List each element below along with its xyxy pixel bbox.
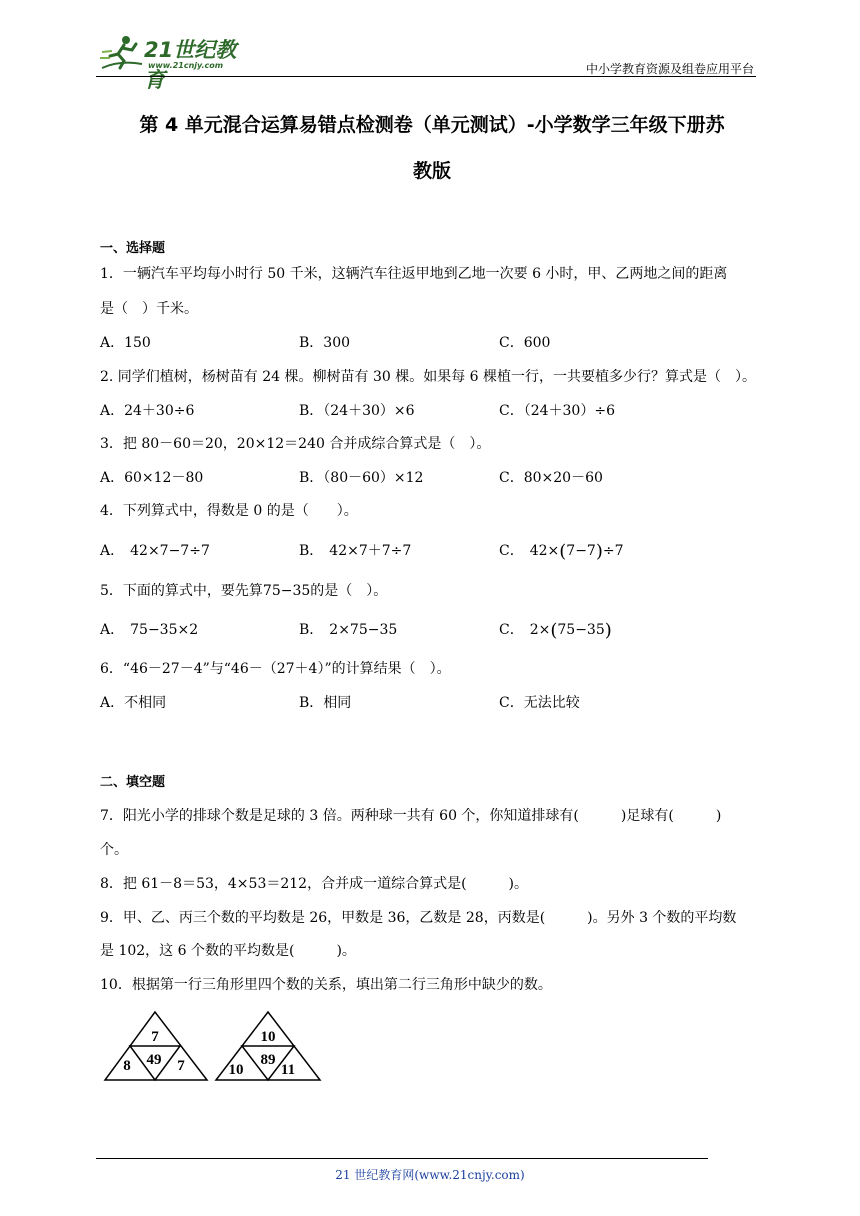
q5-option-c-label: C． [499,622,524,638]
q6-option-c: C．无法比较 [499,695,580,711]
tri1-center-number: 49 [146,1052,162,1068]
q5-text [100,580,387,600]
q4-option-c-label: C． [499,543,524,559]
q5-option-b [299,619,397,639]
q4-text: 4．下列算式中，得数是 0 的是（ ）。 [100,503,358,519]
section-heading-choice: 一、选择题 [100,241,166,256]
q1-option-b: B．300 [299,335,351,351]
q4-option-a-label: A． [100,543,125,559]
footer-link[interactable]: 21 世纪教育网(www.21cnjy.com) [335,1168,525,1182]
tri1-left-number: 8 [123,1058,131,1074]
runner-logo-icon [96,34,144,74]
header-right-text: 中小学教育资源及组卷应用平台 [585,62,754,76]
q2-option-a: A．24＋30÷6 [100,403,195,419]
triangle-figure [100,1008,330,1088]
tri1-right-number: 7 [177,1058,185,1074]
q4-option-a-expr: 42×7−7÷7 [130,543,210,559]
q5-text-post: 的是（ ）。 [310,583,388,599]
q5-text-pre: 5．下面的算式中，要先算 [100,583,263,599]
q2-option-c: C．（24＋30）÷6 [499,403,615,419]
q10-text: 10．根据第一行三角形里四个数的关系，填出第二行三角形中缺少的数。 [100,977,552,993]
q5-option-c-inner: 75−35 [557,622,605,638]
q6-option-b: B．相同 [299,695,352,711]
header-divider [96,76,756,77]
tri2-left-number: 10 [228,1062,244,1078]
q4-option-b [299,540,411,560]
q7-text: 7．阳光小学的排球个数是足球的 3 倍。两种球一共有 60 个，你知道排球有( )足球有( ) [100,808,722,824]
q4-option-a [100,540,210,560]
section-heading-fill: 二、填空题 [100,775,166,790]
q4-open-paren: ( [559,541,567,562]
q4-option-b-expr: 42×7＋7÷7 [329,543,412,559]
q3-option-b: B．（80－60）×12 [299,470,424,486]
triangle-1 [105,1012,207,1080]
q4-option-c [499,540,624,562]
tri2-right-number: 11 [280,1062,296,1078]
q4-option-c-inner: 7−7 [566,543,596,559]
tri2-top-number: 10 [260,1029,276,1045]
q5-option-c-pre: 2× [529,622,551,638]
q3-option-a: A．60×12－80 [100,470,204,486]
q2-text: 2. 同学们植树，杨树苗有 24 棵。柳树苗有 30 棵。如果每 6 棵植一行，一共要植多少行？算式是（ ）。 [100,369,757,385]
tri2-center-number: 89 [260,1052,276,1068]
q1-option-c: C．600 [499,335,551,351]
page-title-line2: 教版 [412,160,451,182]
q4-option-c-pre: 42× [529,543,560,559]
tri1-top-number: 7 [151,1029,159,1045]
q9-text: 9．甲、乙、丙三个数的平均数是 26，甲数是 36，乙数是 28，丙数是( )。另外 3 个数的平均数 [100,910,737,926]
q5-option-a-expr: 75−35×2 [130,622,199,638]
q1-option-a: A．150 [100,335,151,351]
q4-close-paren: ) [595,541,603,562]
q9-text-2: 是 102，这 6 个数的平均数是( )。 [100,943,356,959]
q1-text: 1．一辆汽车平均每小时行 50 千米，这辆汽车往返甲地到乙地一次要 6 小时，甲、乙两地之间的距离 [100,266,728,282]
q6-option-a: A．不相同 [100,695,167,711]
footer-divider [96,1158,708,1159]
logo [96,34,256,92]
q3-option-c: C．80×20－60 [499,470,603,486]
q6-text: 6．“46－27－4”与“46－（27＋4）”的计算结果（ ）。 [100,661,451,677]
q8-text: 8．把 61－8＝53，4×53＝212，合并成一道综合算式是( )。 [100,876,528,892]
q5-option-c [499,619,612,641]
q5-option-b-label: B． [299,622,324,638]
q1-text-2: 是（ ）千米。 [100,301,198,317]
logo-url: www.21cnjy.com [148,61,224,70]
logo-text: 21世纪教育 [144,38,237,92]
q2-option-b: B．（24＋30）×6 [299,403,415,419]
q5-option-a-label: A． [100,622,125,638]
q4-option-b-label: B． [299,543,324,559]
q5-close-paren: ) [604,620,612,641]
q5-open-paren: ( [550,620,558,641]
page-title-line1: 第 4 单元混合运算易错点检测卷（单元测试）-小学数学三年级下册苏 [139,114,725,136]
q4-option-c-post: ÷7 [602,543,624,559]
q3-text: 3．把 80－60＝20，20×12＝240 合并成综合算式是（ ）。 [100,436,491,452]
q7-text-2: 个。 [100,842,128,858]
q5-option-a [100,619,198,639]
q5-option-b-expr: 2×75−35 [329,622,398,638]
q5-text-expr: 75−35 [262,583,311,599]
